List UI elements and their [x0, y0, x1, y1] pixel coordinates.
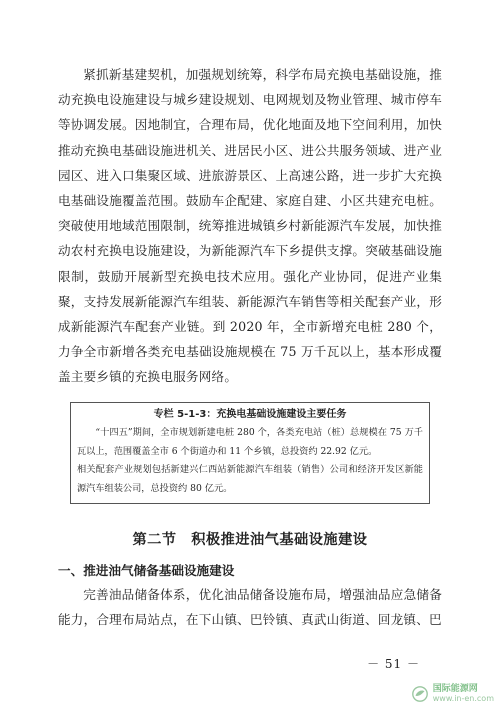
- watermark: [411, 685, 494, 703]
- body-paragraph-2-text: 完善油品储备体系，优化油品储备设施布局，增强油品应急储备能力，合理布局站点，在下山镇、巴铃镇、真武山街道、回龙镇、巴: [58, 587, 442, 628]
- body-paragraph-2: [58, 582, 442, 632]
- body-paragraph-text: 紧抓新基建契机，加强规划统筹，科学布局充换电基础设施，推动充换电设施建设与城乡建设规划、电网规划及物业管理、城市停车等协调发展。因地制宜，合理布局，优化地面及地下空间利用，加快推动充换电基础设施进机关、进居民小区、进公共服务领域、进产业园区、进入口集聚区域、进旅游景区、上高速公路，进一步扩大充换电基础设施覆盖范围。鼓励车企配建、家庭自建、小区共建充电桩。突破使用地域范围限制，统筹推进城镇乡村新能源汽车发展，加快推动农村充换电设施建设，为新能源汽车下乡提供支撑。突破基础设施限制，鼓励开展新型充换电技术应用。强化产业协同，促进产业集聚，支持发展新能源汽车组装、新能源汽车销售等相关配套产业，形成新能源汽车配套产业链。到 2020 年，全市新增充电桩 280 个，力争全市新增各类充电基础设施规模在 75 万千瓦以上，基本形成覆盖主要乡镇的充换电服务网络。: [58, 67, 442, 385]
- watermark-en: www.in-en.com: [432, 694, 494, 703]
- watermark-cn: 国际能源网: [432, 684, 478, 694]
- page-number: － 51 －: [367, 657, 420, 671]
- box-line-2: 相关配套产业规划包括新建兴仁西站新能源汽车组装（销售）公司和经济开发区新能源汽车组装公司，总投资约 80 亿元。: [77, 464, 423, 494]
- subsection-title: 一、推进油气储备基础设施建设: [58, 563, 235, 578]
- section-title: 第二节 积极推进油气基础设施建设: [132, 532, 368, 548]
- watermark-text: [433, 685, 494, 703]
- box-title: 专栏 5-1-3：充换电基础设施建设主要任务: [153, 409, 347, 420]
- body-paragraph: [58, 62, 442, 390]
- leaf-globe-icon: [411, 685, 429, 703]
- box-line-1: “十四五”期间，全市规划新建电桩 280 个，各类充电站（桩）总规模在 75 万千瓦以上，范围覆盖全市 6 个街道办和 11 个乡镇，总投资约 22.92 亿元。: [77, 427, 423, 457]
- info-box: [70, 402, 430, 504]
